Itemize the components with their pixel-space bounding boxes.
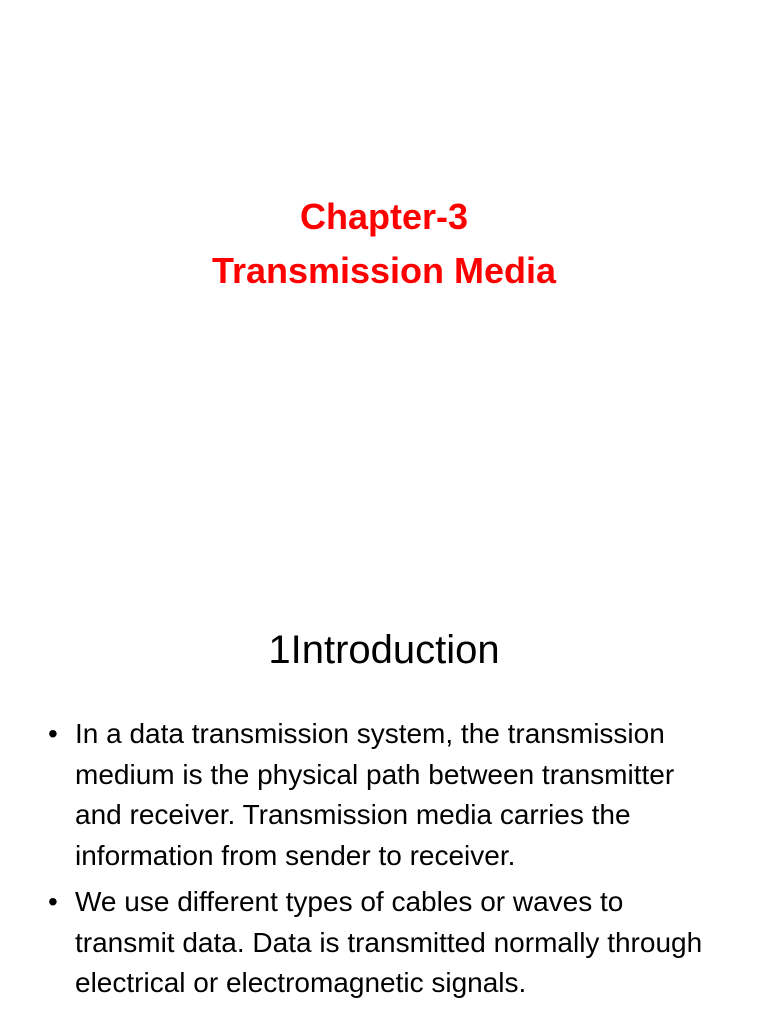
bullet-text: We use different types of cables or waves to transmit data. Data is transmitted normally through electrical or electromagnetic signals. bbox=[75, 886, 703, 998]
bullet-icon: • bbox=[48, 718, 58, 749]
section-heading: 1Introduction bbox=[268, 628, 500, 672]
bullet-icon: • bbox=[48, 886, 58, 917]
chapter-title: Chapter-3 bbox=[299, 196, 469, 237]
bullet-text: In a data transmission system, the transmission medium is the physical path between transmitter and receiver. Transmission media carries the information from sender to receiver. bbox=[75, 718, 675, 871]
list-item bbox=[48, 714, 728, 876]
slide-title bbox=[0, 190, 768, 298]
bullet-list bbox=[48, 714, 728, 1010]
list-item bbox=[48, 882, 728, 1004]
content-slide bbox=[0, 576, 768, 1024]
chapter-subtitle: Transmission Media bbox=[211, 250, 557, 291]
